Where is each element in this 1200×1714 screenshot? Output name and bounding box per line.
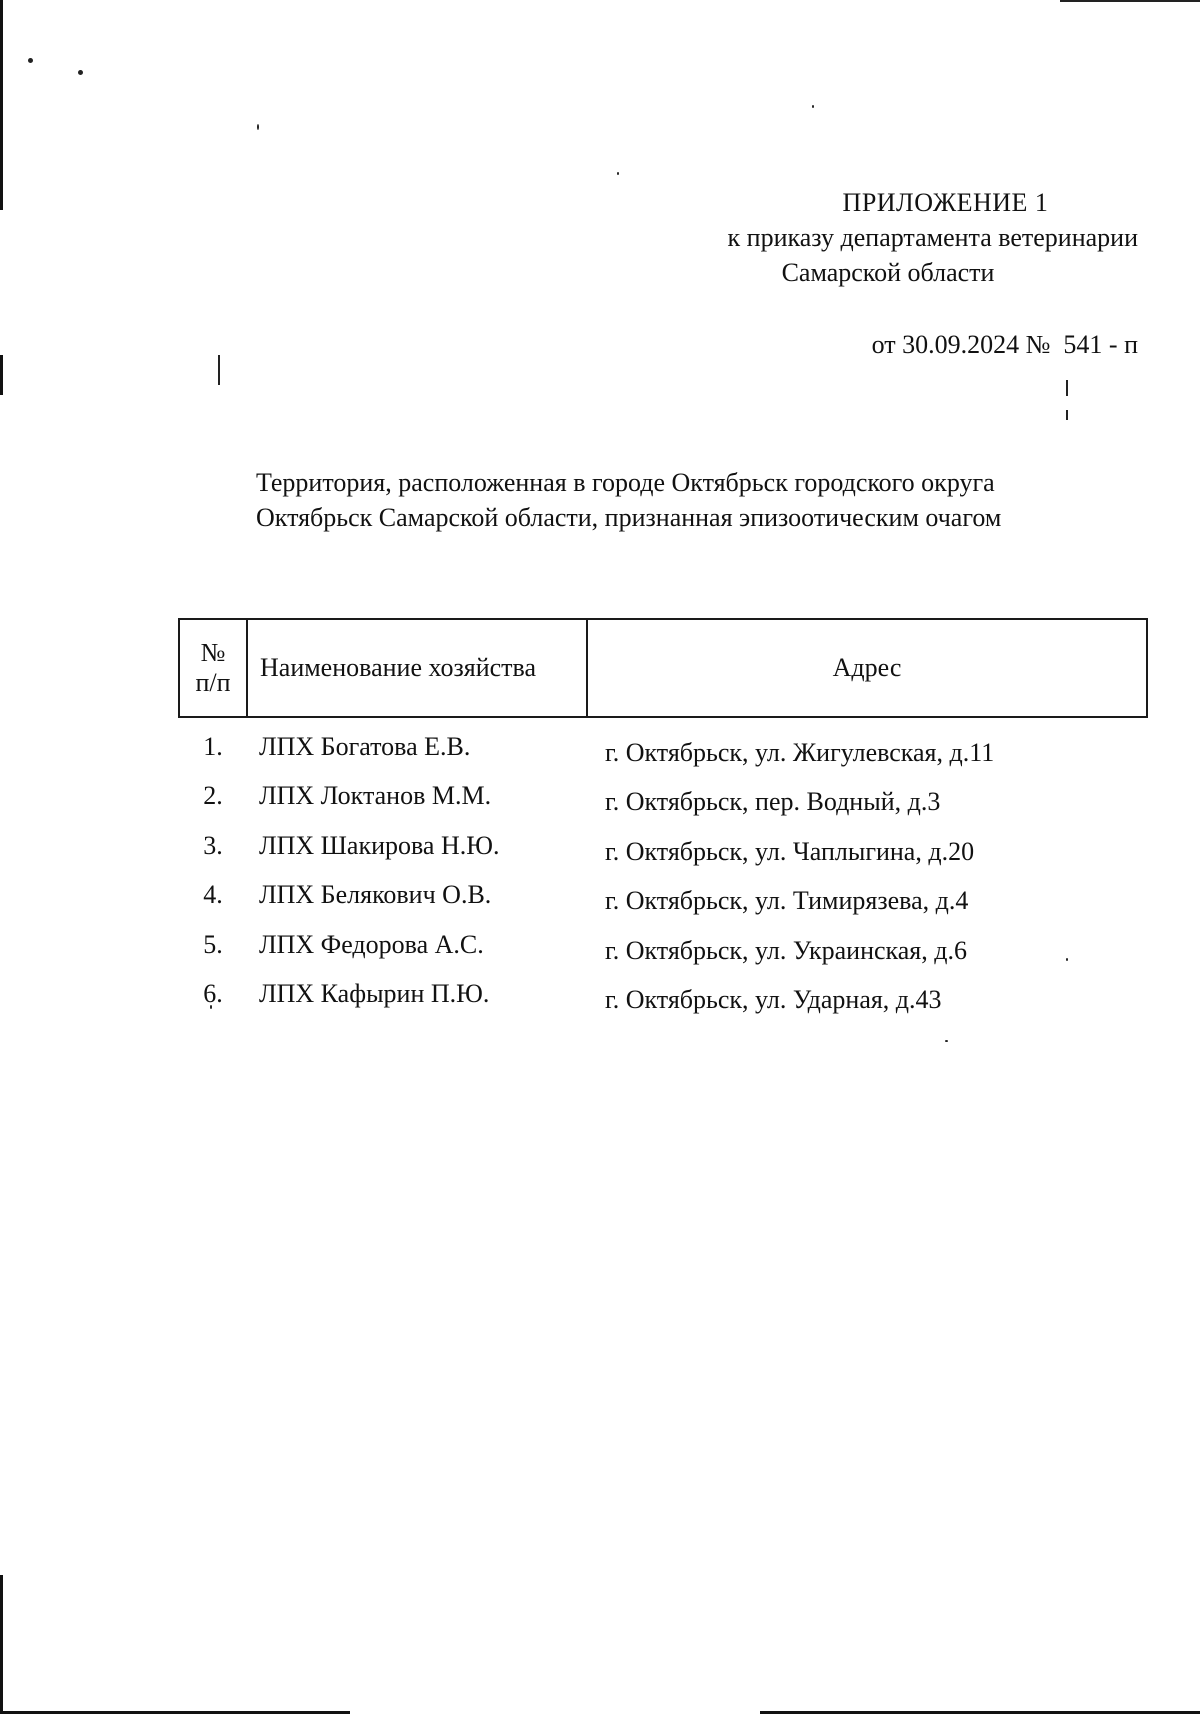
row-number: 5. (203, 929, 223, 959)
table-row (179, 970, 1147, 1020)
farms-table (178, 618, 1148, 1019)
row-address: г. Октябрьск, ул. Украинская, д.6 (605, 935, 967, 965)
row-address: г. Октябрьск, ул. Чаплыгина, д.20 (605, 836, 975, 866)
row-number: 2. (203, 781, 223, 811)
row-farm-name: ЛПХ Белякович О.В. (259, 880, 492, 910)
row-number: 3. (203, 830, 223, 860)
document-title-line-2: Октябрьск Самарской области, признанная эпизоотическим очагом (256, 503, 1002, 532)
scan-edge-left-mid (0, 355, 3, 395)
row-address: г. Октябрьск, ул. Жигулевская, д.11 (605, 737, 995, 767)
appendix-title: ПРИЛОЖЕНИЕ 1 (842, 188, 1049, 217)
row-address: г. Октябрьск, пер. Водный, д.3 (605, 787, 941, 817)
scan-speck (28, 58, 33, 63)
row-address: г. Октябрьск, ул. Ударная, д.43 (605, 985, 942, 1015)
scan-edge-top-right (1060, 0, 1200, 2)
table-header-row (179, 619, 1147, 717)
appendix-region: Самарской области (781, 258, 995, 287)
row-number: 1. (203, 731, 223, 761)
table-row (179, 821, 1147, 871)
table-row (179, 717, 1147, 772)
document-title (256, 465, 1116, 535)
row-farm-name: ЛПХ Локтанов М.М. (259, 781, 492, 811)
row-farm-name: ЛПХ Богатова Е.В. (259, 731, 471, 761)
header-farm-name: Наименование хозяйства (247, 619, 587, 717)
header-number-symbol: № (200, 638, 226, 667)
row-address: г. Октябрьск, ул. Тимирязева, д.4 (605, 886, 969, 916)
header-number-abbrev: п/п (195, 668, 231, 697)
scan-speck (617, 172, 619, 175)
appendix-order-reference: к приказу департамента ветеринарии (727, 223, 1138, 252)
farms-table-wrapper (178, 618, 1148, 1019)
row-number: 4. (203, 880, 223, 910)
scan-edge-left-bottom (0, 1575, 3, 1714)
header-number (179, 619, 247, 717)
appendix-header (638, 185, 1138, 290)
row-number: 6. (203, 979, 223, 1009)
row-farm-name: ЛПХ Кафырин П.Ю. (259, 979, 490, 1009)
row-farm-name: ЛПХ Шакирова Н.Ю. (259, 830, 500, 860)
scan-speck (812, 105, 814, 108)
scan-speck (945, 1040, 948, 1042)
table-row (179, 772, 1147, 822)
row-farm-name: ЛПХ Федорова А.С. (259, 929, 484, 959)
scan-speck (257, 124, 259, 130)
table-row (179, 871, 1147, 921)
document-title-line-1: Территория, расположенная в городе Октябрьск городского округа (256, 468, 995, 497)
scan-speck (1066, 410, 1068, 420)
scan-speck (1066, 380, 1068, 396)
scan-edge-left-top (0, 0, 3, 210)
table-row (179, 920, 1147, 970)
scan-speck (78, 70, 83, 75)
header-address: Адрес (587, 619, 1147, 717)
order-date-number: от 30.09.2024 № 541 - п (871, 330, 1138, 359)
scan-speck (218, 355, 220, 385)
